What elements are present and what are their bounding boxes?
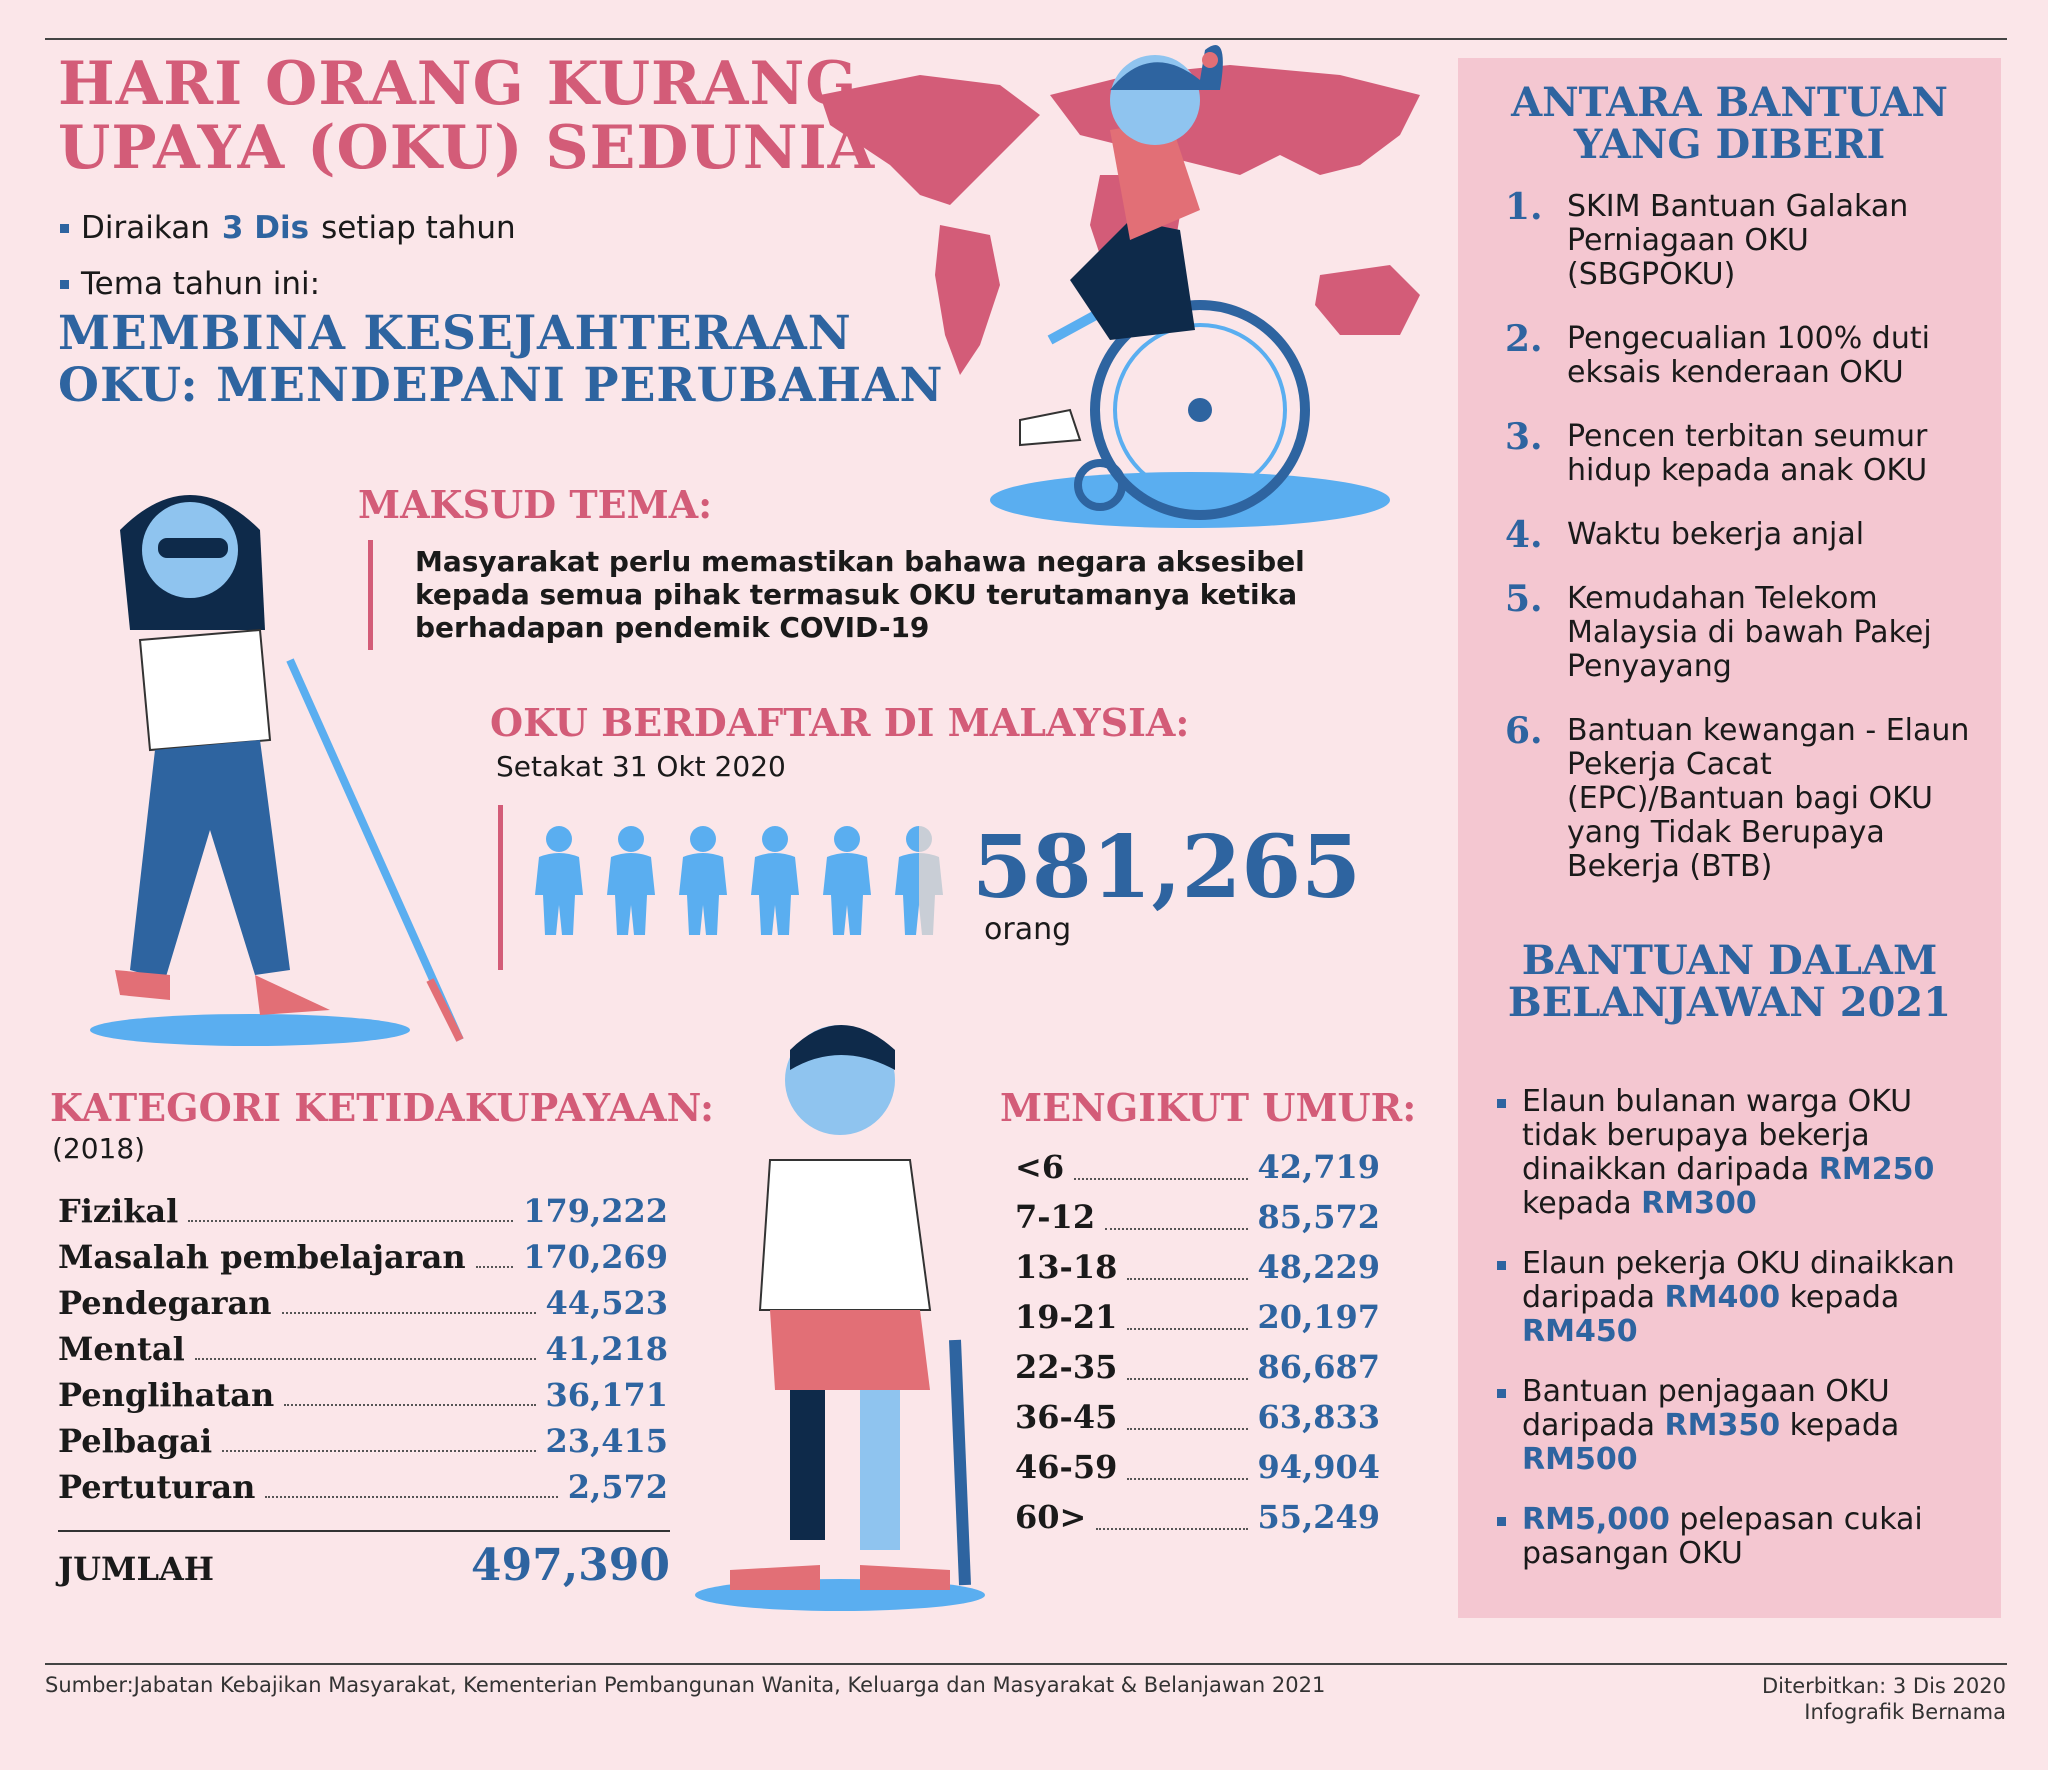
publication-info	[1762, 1673, 2006, 1725]
assistance-list	[1505, 186, 1985, 914]
bottom-rule	[45, 1663, 2007, 1665]
table-row	[1015, 1198, 1380, 1248]
row-value: 48,229	[1257, 1248, 1380, 1286]
table-row	[1015, 1498, 1380, 1548]
item-text: Pengecualian 100% duti eksais kenderaan OKU	[1567, 321, 1930, 390]
dot-leader	[1127, 1428, 1247, 1430]
item-text: Waktu bekerja anjal	[1567, 517, 1865, 552]
list-item	[1495, 1085, 1995, 1221]
budget-title-line-1: BANTUAN DALAM	[1521, 937, 1938, 984]
item-number: 3.	[1505, 416, 1543, 458]
table-row	[1015, 1248, 1380, 1298]
bullet-date-highlight: 3 Dis	[221, 210, 310, 246]
table-row	[58, 1330, 668, 1376]
dot-leader	[1096, 1528, 1247, 1530]
credit: Infografik Bernama	[1804, 1700, 2006, 1724]
row-label: 60>	[1015, 1498, 1087, 1536]
bullet-square-icon	[1497, 1099, 1506, 1108]
category-title: KATEGORI KETIDAKUPAYAAN:	[50, 1085, 715, 1130]
row-value: 20,197	[1257, 1298, 1380, 1336]
row-label: 13-18	[1015, 1248, 1118, 1286]
people-icon-row	[533, 825, 945, 935]
row-label: 19-21	[1015, 1298, 1118, 1336]
list-item	[1505, 514, 1985, 556]
dot-leader	[1127, 1378, 1247, 1380]
maksud-text: Masyarakat perlu memastikan bahawa negara aksesibel kepada semua pihak termasuk OKU terutamanya ketika berhadapan pendemik COVID-19	[415, 545, 1305, 644]
dot-leader	[188, 1220, 513, 1222]
row-label: Fizikal	[58, 1192, 179, 1230]
text-part: Elaun pekerja OKU dinaikkan daripada	[1522, 1246, 1955, 1315]
row-value: 63,833	[1257, 1398, 1380, 1436]
registered-unit: orang	[984, 912, 1072, 947]
row-value: 86,687	[1257, 1348, 1380, 1386]
dot-leader	[1127, 1278, 1247, 1280]
table-row	[58, 1422, 668, 1468]
row-value: 23,415	[545, 1422, 668, 1460]
age-title: MENGIKUT UMUR:	[1000, 1085, 1417, 1130]
row-value: 2,572	[567, 1468, 668, 1506]
text-part: kepada	[1789, 1408, 1900, 1443]
row-label: Penglihatan	[58, 1376, 275, 1414]
theme-line-2: OKU: MENDEPANI PERUBAHAN	[58, 358, 944, 413]
dot-leader	[284, 1404, 535, 1406]
text-part: Bantuan penjagaan OKU daripada	[1522, 1374, 1890, 1443]
item-text: Kemudahan Telekom Malaysia di bawah Pakej Penyayang	[1567, 581, 1932, 684]
source-text: Sumber:Jabatan Kebajikan Masyarakat, Kementerian Pembangunan Wanita, Keluarga dan Masyarakat & Belanjawan 2021	[45, 1673, 1326, 1697]
row-label: 46-59	[1015, 1448, 1118, 1486]
amount-to: RM450	[1522, 1314, 1638, 1349]
dot-leader	[476, 1266, 514, 1268]
total-label: JUMLAH	[58, 1550, 215, 1588]
row-label: Pertuturan	[58, 1468, 256, 1506]
registered-subtitle: Setakat 31 Okt 2020	[496, 750, 786, 783]
dot-leader	[1074, 1178, 1247, 1180]
prosthetic-man-illustration	[690, 1010, 990, 1615]
person-icon	[677, 825, 729, 935]
budget-title	[1458, 937, 2001, 1026]
table-row	[1015, 1348, 1380, 1398]
row-label: <6	[1015, 1148, 1065, 1186]
table-row	[1015, 1448, 1380, 1498]
dot-leader	[222, 1450, 535, 1452]
item-text: Bantuan kewangan - Elaun Pekerja Cacat (EPC)/Bantuan bagi OKU yang Tidak Berupaya Bekerja (BTB)	[1567, 713, 1970, 884]
title-line-2: UPAYA (OKU) SEDUNIA	[58, 113, 876, 183]
assistance-title	[1458, 79, 2001, 168]
person-icon	[605, 825, 657, 935]
table-row	[58, 1468, 668, 1514]
table-row	[58, 1238, 668, 1284]
table-row	[1015, 1398, 1380, 1448]
item-text: SKIM Bantuan Galakan Perniagaan OKU (SBGPOKU)	[1567, 189, 1909, 292]
row-value: 41,218	[545, 1330, 668, 1368]
dot-leader	[265, 1496, 557, 1498]
item-number: 6.	[1505, 710, 1543, 752]
amount-to: RM500	[1522, 1442, 1638, 1477]
row-label: 22-35	[1015, 1348, 1118, 1386]
item-number: 2.	[1505, 318, 1543, 360]
bullet-date-suffix: setiap tahun	[321, 210, 516, 246]
table-row	[1015, 1148, 1380, 1198]
budget-title-line-2: BELANJAWAN 2021	[1507, 979, 1952, 1026]
total-value: 497,390	[470, 1540, 670, 1591]
list-item	[1495, 1375, 1995, 1477]
table-row	[58, 1192, 668, 1238]
list-item	[1495, 1247, 1995, 1349]
table-row	[58, 1376, 668, 1422]
bullet-square-icon	[60, 280, 69, 289]
amount-from: RM400	[1664, 1280, 1781, 1315]
row-value: 55,249	[1257, 1498, 1380, 1536]
list-item	[1505, 186, 1985, 292]
bullet-theme-label: Tema tahun ini:	[81, 266, 321, 302]
registered-accent-bar	[498, 805, 503, 970]
row-value: 42,719	[1257, 1148, 1380, 1186]
dot-leader	[1127, 1328, 1247, 1330]
item-text	[1522, 1375, 1995, 1477]
person-icon	[821, 825, 873, 935]
row-value: 179,222	[523, 1192, 668, 1230]
list-item	[1505, 318, 1985, 390]
age-table	[1015, 1148, 1380, 1548]
item-number: 5.	[1505, 578, 1543, 620]
item-number: 4.	[1505, 514, 1543, 556]
person-icon	[533, 825, 585, 935]
table-row	[58, 1284, 668, 1330]
bullet-date-prefix: Diraikan	[81, 210, 210, 246]
wheelchair-user-illustration	[960, 30, 1420, 530]
person-icon-partial	[893, 825, 945, 935]
bullet-square-icon	[1497, 1517, 1506, 1526]
row-value: 85,572	[1257, 1198, 1380, 1236]
row-label: Pendegaran	[58, 1284, 272, 1322]
theme-title	[58, 308, 943, 412]
list-item	[1505, 416, 1985, 488]
item-text: Pencen terbitan seumur hidup kepada anak OKU	[1567, 419, 1928, 488]
dot-leader	[282, 1312, 536, 1314]
item-number: 1.	[1505, 186, 1543, 228]
bullet-square-icon	[1497, 1389, 1506, 1398]
text-part: kepada	[1789, 1280, 1900, 1315]
bullet-date	[60, 210, 516, 246]
maksud-title: MAKSUD TEMA:	[358, 482, 713, 527]
amount-from: RM250	[1818, 1152, 1935, 1187]
row-value: 170,269	[523, 1238, 668, 1276]
registered-title: OKU BERDAFTAR DI MALAYSIA:	[490, 700, 1190, 745]
dot-leader	[1105, 1228, 1247, 1230]
dot-leader	[1127, 1478, 1247, 1480]
table-row	[1015, 1298, 1380, 1348]
row-label: 36-45	[1015, 1398, 1118, 1436]
person-icon	[749, 825, 801, 935]
item-text	[1522, 1247, 1995, 1349]
budget-list	[1495, 1085, 1995, 1597]
category-total-rule	[58, 1530, 670, 1532]
row-label: 7-12	[1015, 1198, 1096, 1236]
dot-leader	[195, 1358, 536, 1360]
text-part: pelepasan cukai pasangan OKU	[1522, 1502, 1923, 1571]
text-part: Elaun bulanan warga OKU tidak berupaya bekerja dinaikkan daripada	[1522, 1084, 1913, 1187]
bullet-square-icon	[60, 224, 69, 233]
main-title	[58, 49, 876, 183]
category-table	[58, 1192, 668, 1514]
item-text	[1522, 1503, 1995, 1571]
list-item	[1505, 578, 1985, 684]
registered-total: 581,265	[972, 817, 1361, 918]
text-part: kepada	[1522, 1186, 1632, 1221]
item-text	[1522, 1085, 1995, 1221]
maksud-accent-bar	[368, 540, 373, 650]
category-year: (2018)	[52, 1132, 146, 1165]
amount-from: RM350	[1664, 1408, 1781, 1443]
amount: RM5,000	[1522, 1502, 1670, 1537]
row-label: Masalah pembelajaran	[58, 1238, 466, 1276]
theme-line-1: MEMBINA KESEJAHTERAAN	[58, 306, 852, 361]
list-item	[1495, 1503, 1995, 1571]
published-date: Diterbitkan: 3 Dis 2020	[1761, 1674, 2006, 1698]
row-label: Mental	[58, 1330, 185, 1368]
row-value: 44,523	[545, 1284, 668, 1322]
row-label: Pelbagai	[58, 1422, 213, 1460]
assistance-title-line-1: ANTARA BANTUAN	[1511, 79, 1948, 126]
bullet-theme	[60, 266, 320, 302]
title-line-1: HARI ORANG KURANG	[58, 49, 858, 119]
row-value: 94,904	[1257, 1448, 1380, 1486]
amount-to: RM300	[1641, 1186, 1757, 1221]
list-item	[1505, 710, 1985, 884]
bullet-square-icon	[1497, 1261, 1506, 1270]
row-value: 36,171	[545, 1376, 668, 1414]
category-total	[58, 1540, 670, 1591]
assistance-title-line-2: YANG DIBERI	[1573, 121, 1886, 168]
